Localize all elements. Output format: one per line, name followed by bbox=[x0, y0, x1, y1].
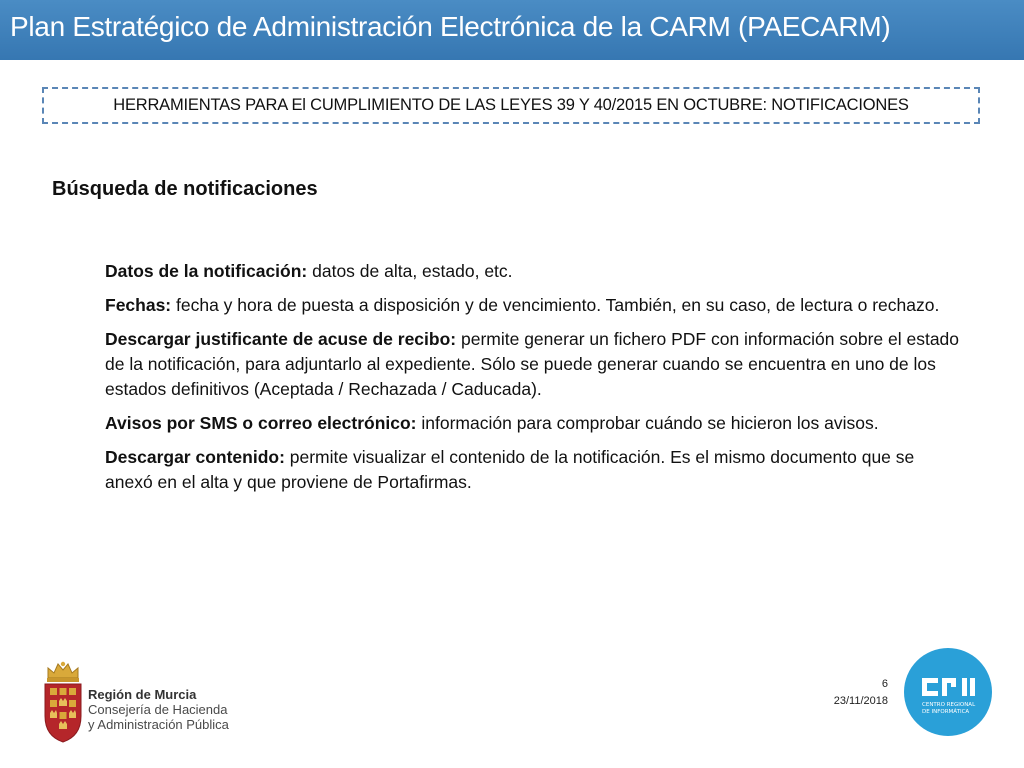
region-department: Consejería de Hacienda bbox=[88, 702, 228, 717]
item-text: permite generar un fichero PDF con información sobre el estado de la notificación, para adjuntarlo al expediente. Sólo se puede generar cuando se encuentra en uno de los estados definitivos (Aceptada / Rechazada / Caducada). bbox=[105, 329, 960, 399]
item-label: Datos de la notificación: bbox=[105, 261, 308, 281]
murcia-crest-icon bbox=[42, 660, 84, 744]
list-item bbox=[105, 293, 965, 318]
subtitle-box bbox=[42, 87, 980, 124]
region-logo bbox=[42, 660, 242, 745]
region-text bbox=[88, 687, 229, 732]
list-item bbox=[105, 327, 965, 402]
region-department-line2: y Administración Pública bbox=[88, 717, 229, 732]
item-label: Descargar contenido: bbox=[105, 447, 285, 467]
item-text: fecha y hora de puesta a disposición y de vencimiento. También, en su caso, de lectura o rechazo. bbox=[171, 295, 940, 315]
item-label: Descargar justificante de acuse de recibo: bbox=[105, 329, 457, 349]
section-heading: Búsqueda de notificaciones bbox=[52, 178, 318, 200]
list-item bbox=[105, 411, 965, 436]
item-label: Fechas: bbox=[105, 295, 172, 315]
item-text: datos de alta, estado, etc. bbox=[307, 261, 513, 281]
subtitle: HERRAMIENTAS PARA El CUMPLIMIENTO DE LAS LEYES 39 Y 40/2015 EN OCTUBRE: NOTIFICACIONES bbox=[113, 96, 909, 114]
item-label: Avisos por SMS o correo electrónico: bbox=[105, 413, 417, 433]
item-list bbox=[105, 259, 965, 504]
region-name: Región de Murcia bbox=[88, 687, 197, 702]
item-text: información para comprobar cuándo se hicieron los avisos. bbox=[416, 413, 879, 433]
cri-logo-icon bbox=[904, 648, 992, 736]
item-text: permite visualizar el contenido de la notificación. Es el mismo documento que se anexó en el alta y que proviene de Portafirmas. bbox=[105, 447, 915, 492]
page-number: 6 bbox=[881, 678, 888, 690]
list-item bbox=[105, 259, 965, 284]
list-item bbox=[105, 445, 965, 495]
title-bar bbox=[0, 0, 1024, 60]
cri-subtitle-line2: DE INFORMÁTICA bbox=[922, 709, 970, 715]
cri-subtitle-line1: CENTRO REGIONAL bbox=[922, 702, 976, 708]
slide-date: 23/11/2018 bbox=[833, 695, 888, 707]
page-title: Plan Estratégico de Administración Electrónica de la CARM (PAECARM) bbox=[10, 11, 891, 42]
